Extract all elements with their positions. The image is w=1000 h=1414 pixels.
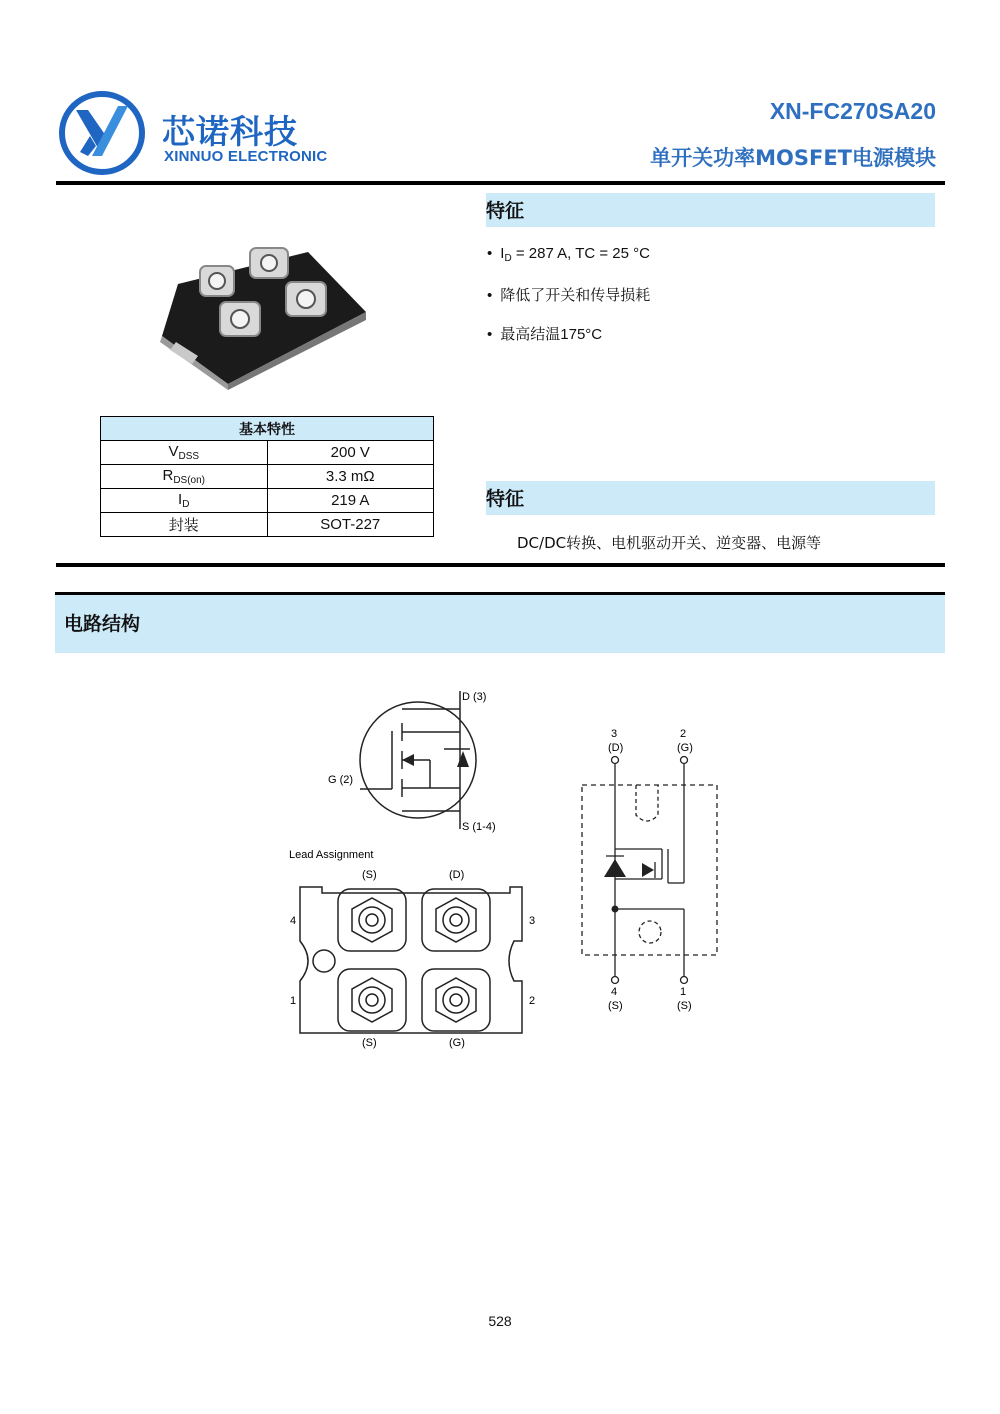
sch-top-name-1: (D) [608, 742, 624, 754]
applications-text: DC/DC转换、电机驱动开关、逆变器、电源等 [517, 534, 822, 552]
table-row [101, 513, 434, 537]
pkg-pin-right-2: 2 [529, 995, 536, 1007]
mosfet-symbol-diagram [320, 685, 510, 835]
param-symbol: V [168, 443, 179, 460]
param-value: 200 V [267, 441, 434, 465]
param-subscript: DS(on) [173, 475, 206, 486]
pkg-pin-right-1: 3 [529, 915, 536, 927]
section-divider [56, 563, 945, 567]
pkg-pin-left-1: 4 [290, 915, 297, 927]
applications-section-bar [486, 481, 935, 515]
pkg-pin-left-2: 1 [290, 995, 297, 1007]
param-value: SOT-227 [267, 513, 434, 537]
param-symbol: R [162, 467, 174, 484]
table-row [101, 489, 434, 513]
basic-spec-table [100, 416, 434, 537]
circuit-section-bar [55, 595, 945, 653]
sch-bottom-num-2: 1 [680, 986, 687, 998]
sch-top-name-2: (G) [677, 742, 693, 754]
product-subtitle: 单开关功率MOSFET电源模块 [650, 146, 936, 170]
param-value: 219 A [267, 489, 434, 513]
spec-table-title: 基本特性 [101, 417, 434, 441]
features-list [487, 245, 650, 362]
sch-bottom-num-1: 4 [611, 986, 618, 998]
sch-top-num-2: 2 [680, 728, 687, 740]
pkg-bottom-label-1: (S) [362, 1037, 377, 1049]
param-symbol: 封装 [168, 517, 199, 534]
param-symbol: I [178, 491, 183, 508]
sch-top-num-1: 3 [611, 728, 618, 740]
features-section-bar [486, 193, 935, 227]
brand-name-cn: 芯诺科技 [162, 112, 298, 151]
circuit-title: 电路结构 [64, 613, 141, 635]
sch-bottom-name-1: (S) [608, 1000, 623, 1012]
xinnuo-logo-icon [58, 90, 148, 176]
lead-assignment-diagram [286, 845, 546, 1055]
applications-title: 特征 [486, 488, 525, 510]
brand-name-en: XINNUO ELECTRONIC [164, 148, 328, 165]
lead-assignment-label: Lead Assignment [289, 849, 374, 861]
source-label: S (1-4) [462, 821, 496, 833]
sot227-module-photo [158, 244, 370, 394]
list-item: • $I_D = 287$ A, TC = 25 °C [487, 245, 650, 284]
internal-schematic-diagram [576, 725, 726, 1025]
gate-label: G (2) [328, 774, 354, 786]
table-row [101, 441, 434, 465]
sch-bottom-name-2: (S) [677, 1000, 692, 1012]
list-item: • 最高结温175°C [487, 323, 650, 362]
table-row [101, 465, 434, 489]
header-divider [56, 181, 945, 185]
param-subscript: DSS [178, 451, 200, 462]
drain-label: D (3) [462, 691, 487, 703]
features-title: 特征 [486, 200, 525, 222]
param-value: 3.3 mΩ [267, 465, 434, 489]
pkg-top-label-2: (D) [449, 869, 465, 881]
pkg-bottom-label-2: (G) [449, 1037, 465, 1049]
part-number: XN-FC270SA20 [769, 98, 936, 124]
list-item: • 降低了开关和传导损耗 [487, 284, 650, 323]
param-subscript: D [182, 499, 190, 510]
page-number: 528 [488, 1313, 512, 1329]
pkg-top-label-1: (S) [362, 869, 377, 881]
